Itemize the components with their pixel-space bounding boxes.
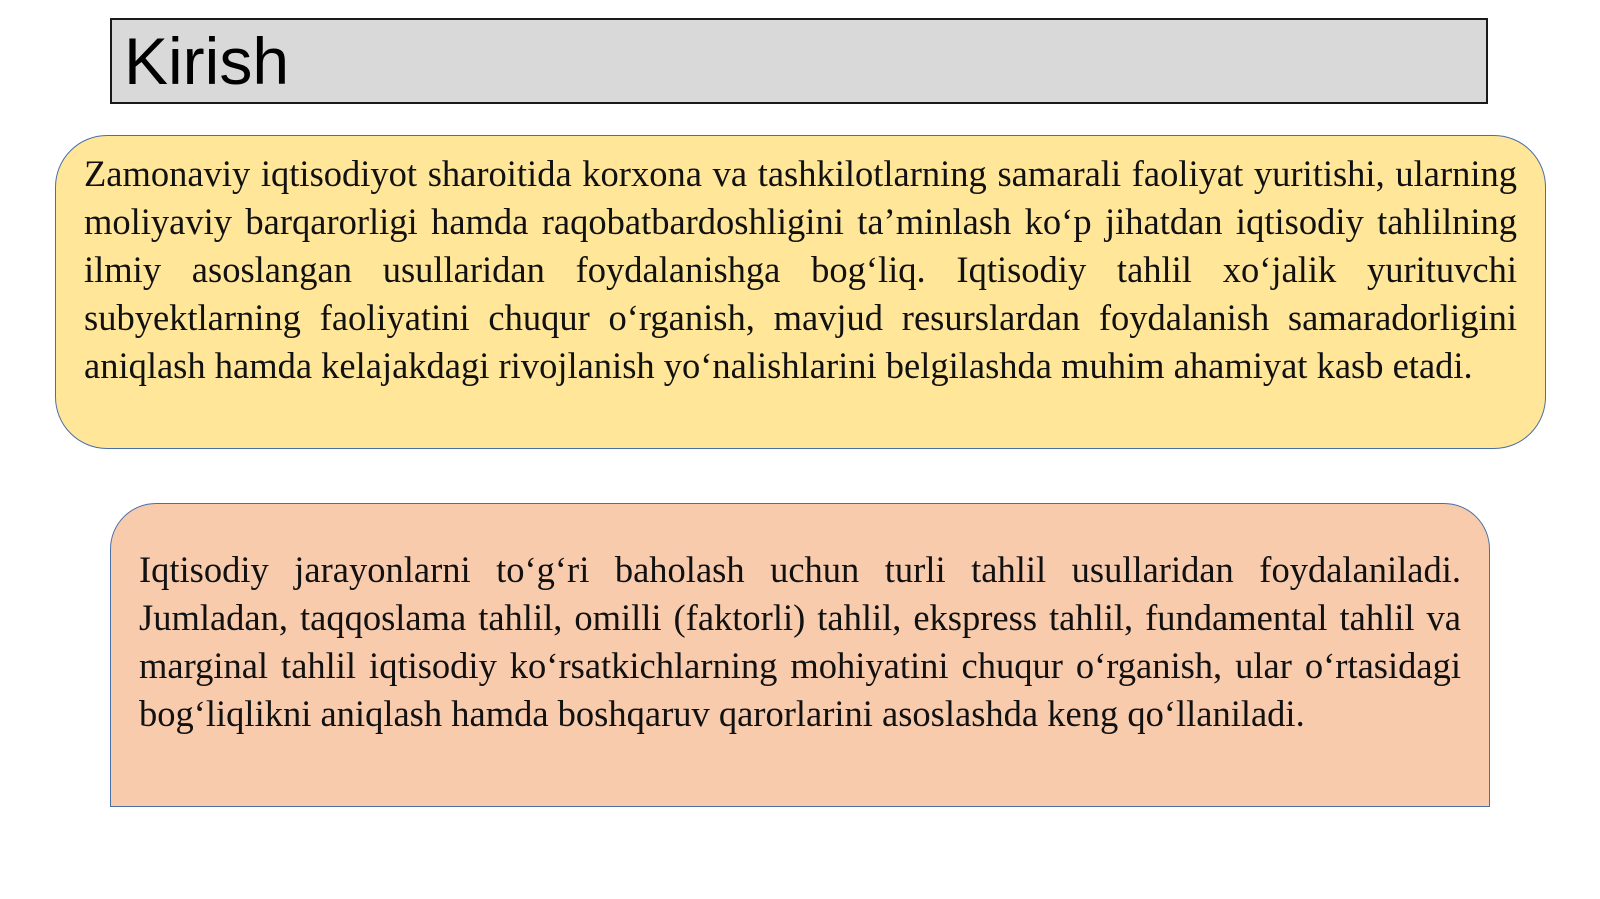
slide-title: Kirish — [124, 24, 290, 98]
intro-paragraph: Zamonaviy iqtisodiyot sharoitida korxona va tashkilotlarning samarali faoliyat yuritishi, ularning moliyaviy barqarorligi hamda raqobatbardoshligini ta’minlash ko‘p jihatdan iqtisodiy tahlilning ilmiy asoslangan usullaridan foydalanishga bog‘liq. Iqtisodiy tahlil xo‘jalik yurituvchi subyektlarning faoliyatini chuqur o‘rganish, mavjud resurslardan foydalanish samaradorligini aniqlash hamda kelajakdagi rivojlanish yo‘nalishlarini belgilashda muhim ahamiyat kasb etadi. — [84, 153, 1517, 386]
methods-paragraph: Iqtisodiy jarayonlarni to‘g‘ri baholash uchun turli tahlil usullaridan foydalaniladi. Jumladan, taqqoslama tahlil, omilli (faktorli) tahlil, ekspress tahlil, fundamental tahlil va marginal tahlil iqtisodiy ko‘rsatkichlarning mohiyatini chuqur o‘rganish, ular o‘rtasidagi bog‘liqlikni aniqlash hamda boshqaruv qarorlarini asoslashda keng qo‘llaniladi. — [139, 549, 1461, 734]
title-box — [110, 18, 1488, 104]
methods-text-box — [110, 503, 1490, 807]
intro-text-box — [55, 135, 1546, 449]
